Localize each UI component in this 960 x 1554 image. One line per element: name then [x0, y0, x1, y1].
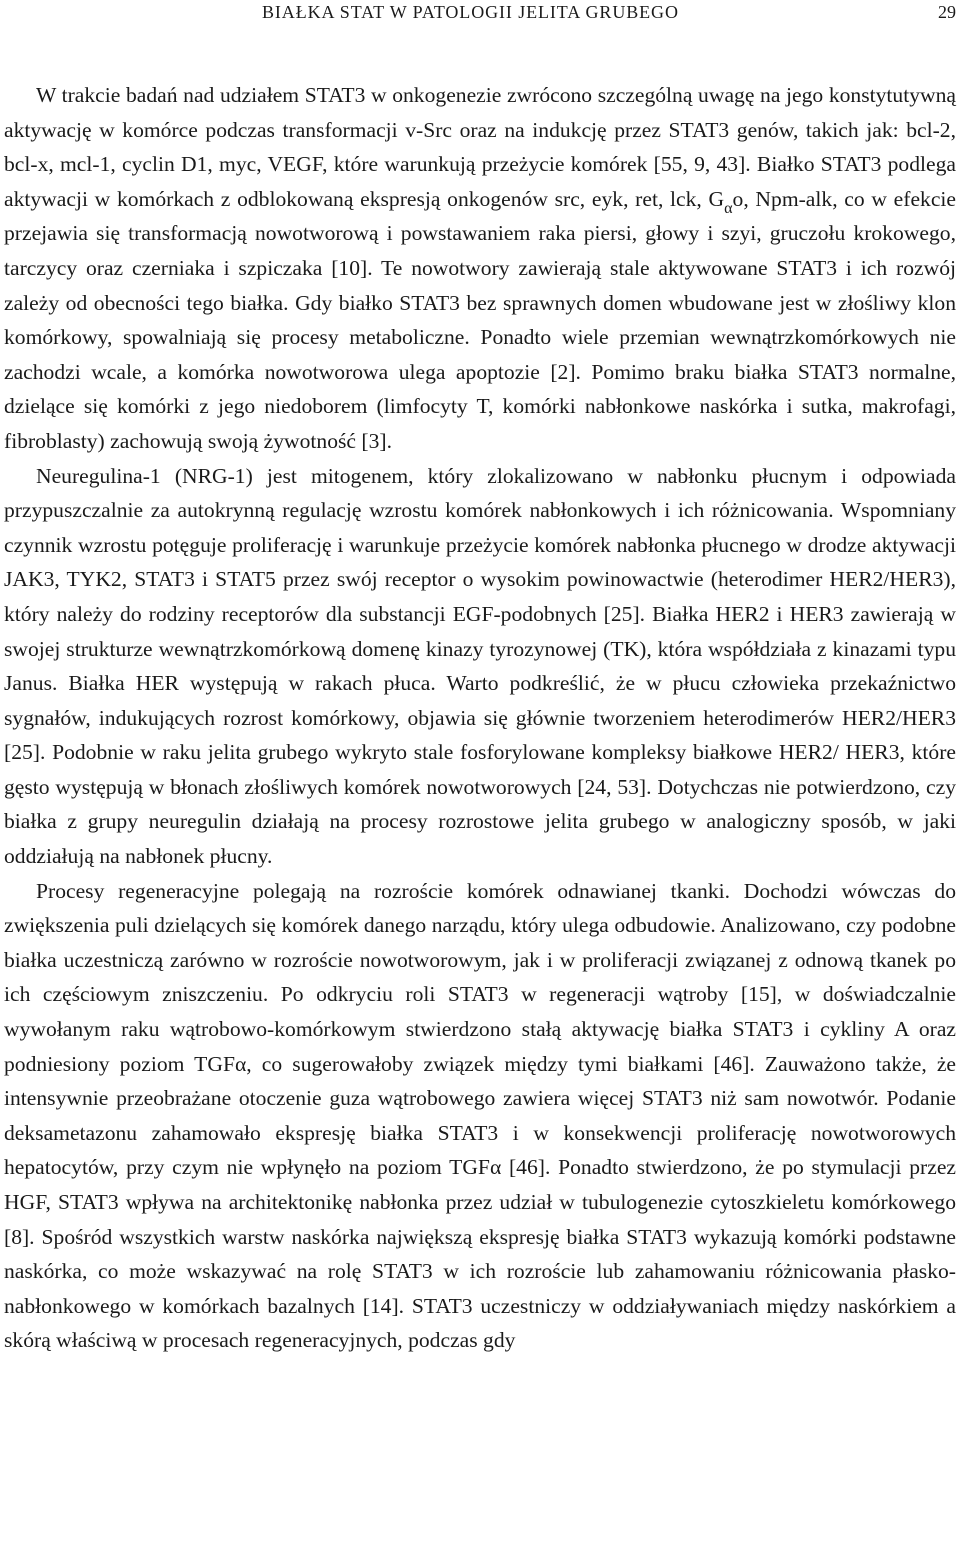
body-text — [4, 78, 956, 1358]
paragraph-text-continued: o, Npm-alk, co w efekcie przejawia się transformacją nowotworową i powstawaniem raka piersi, głowy i szyi, gruczołu krokowego, tarczycy oraz czerniaka i szpiczaka [10]. Te nowotwory zawierają stale aktywowane STAT3 i ich rozwój zależy od obecności tego białka. Gdy białko STAT3 bez sprawnych domen wbudowane jest w złośliwy klon komórkowy, spowalniają się procesy metaboliczne. Ponadto wiele przemian wewnątrzkomórkowych nie zachodzi wcale, a komórka nowotworowa ulega apoptozie [2]. Pomimo braku białka STAT3 normalne, dzielące się komórki z jego niedoborem (limfocyty T, komórki nabłonkowe naskórka i sutka, makrofagi, fibroblasty) zachowują swoją żywotność [3]. — [4, 186, 956, 453]
alpha-subscript: α — [724, 199, 733, 217]
paragraph-regeneration: Procesy regeneracyjne polegają na rozroście komórek odnawianej tkanki. Dochodzi wówczas do zwiększenia puli dzielących się komórek danego narządu, który ulega odbudowie. Analizowano, czy podobne białka uczestniczą zarówno w rozroście nowotworowym, jak i w proliferacji związanej z odnową tkanek po ich częściowym zniszczeniu. Po odkryciu roli STAT3 w regeneracji wątroby [15], w doświadczalnie wywołanym raku wątrobowo-komórkowym stwierdzono stałą aktywację białka STAT3 i cykliny A oraz podniesiony poziom TGFα, co sugerowałoby związek między tymi białkami [46]. Zauważono także, że intensywnie przeobrażane otoczenie guza wątrobowego zawiera więcej STAT3 niż sam nowotwór. Podanie deksametazonu zahamowało ekspresję białka STAT3 i w konsekwencji proliferację nowotworowych hepatocytów, przy czym nie wpłynęło na poziom TGFα [46]. Ponadto stwierdzono, że po stymulacji przez HGF, STAT3 wpływa na architektonikę nabłonka przez udział w tubulogenezie cytoszkieletu komórkowego [8]. Spośród wszystkich warstw naskórka największą ekspresję białka STAT3 wykazują komórki podstawne naskórka, co może wskazywać na rolę STAT3 w ich rozroście lub zahamowaniu różnicowania płasko-nabłonkowego w komórkach bazalnych [14]. STAT3 uczestniczy w oddziaływaniach między naskórkiem a skórą właściwą w procesach regeneracyjnych, podczas gdy — [4, 878, 956, 1353]
paragraph-neuregulin: Neuregulina-1 (NRG-1) jest mitogenem, który zlokalizowano w nabłonku płucnym i odpowiada przypuszczalnie za autokrynną regulację wzrostu komórek nabłonkowych i ich różnicowania. Wspomniany czynnik wzrostu potęguje proliferację i warunkuje przeżycie komórek nabłonka płucnego w drodze aktywacji JAK3, TYK2, STAT3 i STAT5 przez swój receptor o wysokim powinowactwie (heterodimer HER2/HER3), który należy do rodziny receptorów dla substancji EGF-podobnych [25]. Białka HER2 i HER3 zawierają w swojej strukturze wewnątrzkomórkową domenę kinazy tyrozynowej (TK), która współdziała z kinazami typu Janus. Białka HER występują w rakach płuca. Warto podkreślić, że w płucu człowieka przekaźnictwo sygnałów, indukujących rozrost komórkowy, objawia się głównie tworzeniem heterodimerów HER2/HER3 [25]. Podobnie w raku jelita grubego wykryto stale fosforylowane kompleksy białkowe HER2/ HER3, które gęsto występują w błonach złośliwych komórek nowotworowych [24, 53]. Dotychczas nie potwierdzono, czy białka z grupy neuregulin działają na procesy rozrostowe jelita grubego w analogiczny sposób, w jaki oddziałują na nabłonek płucny. — [4, 463, 956, 869]
paragraph-stat3-oncogenesis — [4, 78, 956, 459]
page-number: 29 — [938, 2, 956, 22]
running-title: BIAŁKA STAT W PATOLOGII JELITA GRUBEGO — [262, 2, 679, 22]
paragraph-text: W trakcie badań nad udziałem STAT3 w onkogenezie zwrócono szczególną uwagę na jego konstytutywną aktywację w komórce podczas transformacji v-Src oraz na indukcję przez STAT3 genów, takich jak: bcl-2, bcl-x, mcl-1, cyclin D1, myc, VEGF, które warunkują przeżycie komórek [55, 9, 43]. Białko STAT3 podlega aktywacji w komórkach z odblokowaną ekspresją onkogenów src, eyk, ret, lck, G — [4, 83, 956, 211]
running-header — [0, 0, 960, 26]
